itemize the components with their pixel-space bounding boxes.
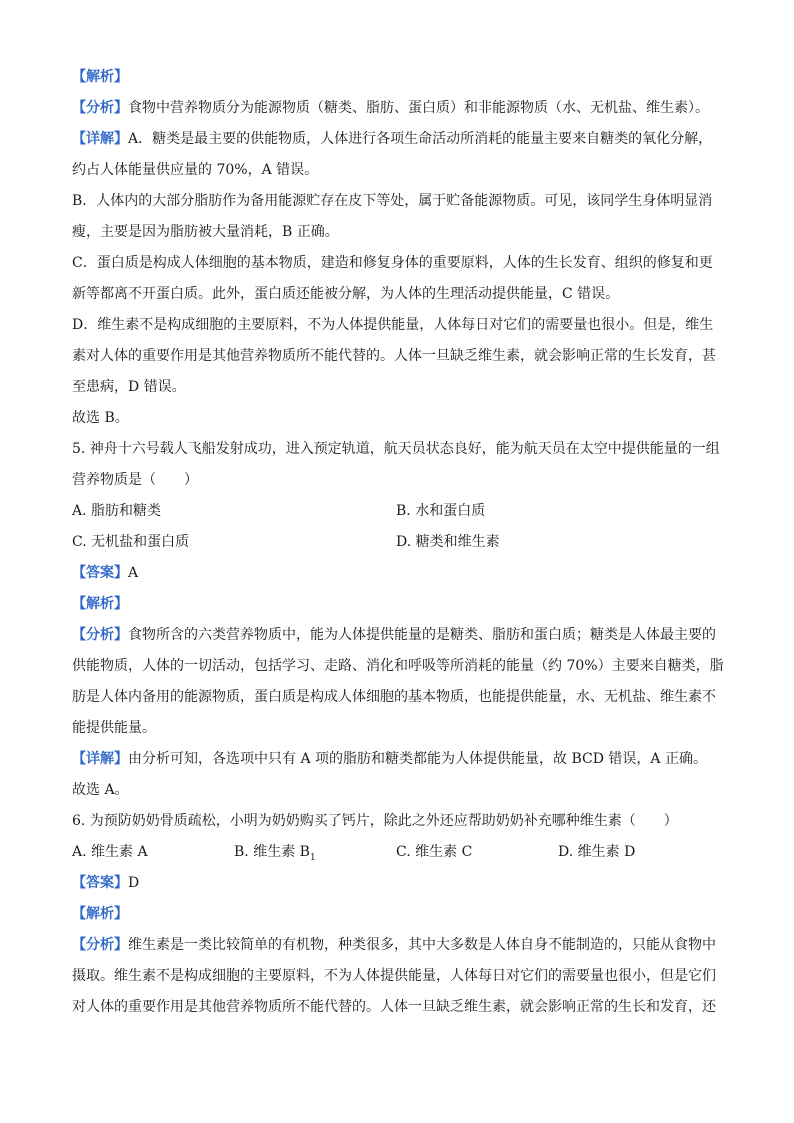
q4-analysis-header	[72, 62, 724, 93]
q5-stem-line2: 营养物质是（ ）	[72, 472, 198, 488]
q4-detail-c-line1: C．蛋白质是构成人体细胞的基本物质，建造和修复身体的重要原料，人体的生长发育、组织的修复和更	[72, 255, 713, 271]
q5-analysis-line3: 肪是人体内备用的能源物质，蛋白质是构成人体细胞的基本物质，也能提供能量，水、无机盐、维生素不	[72, 689, 716, 705]
q6-option-b	[234, 837, 316, 868]
q6-option-d: D. 维生素 D	[558, 844, 636, 860]
q5-answer-value: A	[128, 565, 139, 581]
q5-detail	[72, 744, 724, 775]
q4-detail-c-line2: 新等都离不开蛋白质。此外，蛋白质还能被分解，为人体的生理活动提供能量，C 错误。	[72, 286, 620, 302]
q5-analysis-header	[72, 589, 724, 620]
q6-stem: 6. 为预防奶奶骨质疏松，小明为奶奶购买了钙片，除此之外还应帮助奶奶补充哪种维生素（ ）	[72, 813, 678, 829]
tag-fenxi: 【分析】	[72, 100, 128, 116]
q6-option-c: C. 维生素 C	[396, 844, 473, 860]
q6-option-a: A. 维生素 A	[72, 844, 148, 860]
q4-analysis-text: 食物中营养物质分为能源物质（糖类、脂肪、蛋白质）和非能源物质（水、无机盐、维生素）。	[128, 100, 709, 116]
q5-option-c: C. 无机盐和蛋白质	[72, 534, 190, 550]
q5-analysis-line2: 供能物质，人体的一切活动，包括学习、走路、消化和呼吸等所消耗的能量（约 70%）主要来自糖类，脂	[72, 658, 724, 674]
q5-analysis-line4: 能提供能量。	[72, 720, 156, 736]
q4-detail-d-line1: D．维生素不是构成细胞的主要原料，不为人体提供能量，人体每日对它们的需要量也很小。但是，维生	[72, 317, 714, 333]
q4-detail-d-line3: 至患病，D 错误。	[72, 379, 186, 395]
document-page	[72, 62, 724, 1023]
q5-option-d: D. 糖类和维生素	[396, 534, 500, 550]
q4-detail-b-line1: B．人体内的大部分脂肪作为备用能源贮存在皮下等处，属于贮备能源物质。可见，该同学生身体明显消	[72, 193, 713, 209]
q4-detail-a-text1: A．糖类是最主要的供能物质，人体进行各项生命活动所消耗的能量主要来自糖类的氧化分解，	[128, 131, 713, 147]
q5-option-b: B. 水和蛋白质	[396, 503, 486, 519]
q5-options-row2	[72, 527, 724, 558]
q5-answer	[72, 558, 724, 589]
tag-xiangjie: 【详解】	[72, 131, 128, 147]
q6-analysis-line3: 对人体的重要作用是其他营养物质所不能代替的。人体一旦缺乏维生素，就会影响正常的生长和发育，还	[72, 999, 716, 1015]
q6-option-b-label: B. 维生素 B	[234, 844, 310, 860]
tag-jiexi: 【解析】	[72, 596, 128, 612]
tag-jiexi: 【解析】	[72, 69, 128, 85]
q6-analysis-text1: 维生素是一类比较简单的有机物，种类很多，其中大多数是人体自身不能制造的，只能从食物中	[128, 937, 716, 953]
q6-answer	[72, 868, 724, 899]
q4-detail-a-line1	[72, 124, 724, 155]
q6-analysis-line1	[72, 930, 724, 961]
q5-stem-line1: 5. 神舟十六号载人飞船发射成功，进入预定轨道，航天员状态良好，能为航天员在太空中提供能量的一组	[72, 441, 720, 457]
q6-option-b-subscript: 1	[309, 852, 316, 863]
q4-detail-d-line2: 素对人体的重要作用是其他营养物质所不能代替的。人体一旦缺乏维生素，就会影响正常的生长发育，甚	[72, 348, 716, 364]
q6-answer-value: D	[128, 875, 140, 891]
q6-analysis-line2: 摄取。维生素不是构成细胞的主要原料，不为人体提供能量，人体每日对它们的需要量也很小，但是它们	[72, 968, 716, 984]
q6-analysis-header	[72, 899, 724, 930]
q5-analysis-text1: 食物所含的六类营养物质中，能为人体提供能量的是糖类、脂肪和蛋白质；糖类是人体最主要的	[128, 627, 716, 643]
q6-options-row	[72, 837, 724, 868]
q5-analysis-line1	[72, 620, 724, 651]
q4-detail-a-line2: 约占人体能量供应量的 70%，A 错误。	[72, 162, 319, 178]
q4-conclusion: 故选 B。	[72, 410, 129, 426]
tag-daan: 【答案】	[72, 875, 128, 891]
q4-analysis	[72, 93, 724, 124]
tag-daan: 【答案】	[72, 565, 128, 581]
q5-option-a: A. 脂肪和糖类	[72, 503, 162, 519]
q5-detail-text: 由分析可知，各选项中只有 A 项的脂肪和糖类都能为人体提供能量，故 BCD 错误，A 正确。	[128, 751, 707, 767]
tag-fenxi: 【分析】	[72, 627, 128, 643]
tag-xiangjie: 【详解】	[72, 751, 128, 767]
q5-options-row1	[72, 496, 724, 527]
tag-fenxi: 【分析】	[72, 937, 128, 953]
tag-jiexi: 【解析】	[72, 906, 128, 922]
q4-detail-b-line2: 瘦，主要是因为脂肪被大量消耗，B 正确。	[72, 224, 339, 240]
q5-conclusion: 故选 A。	[72, 782, 129, 798]
